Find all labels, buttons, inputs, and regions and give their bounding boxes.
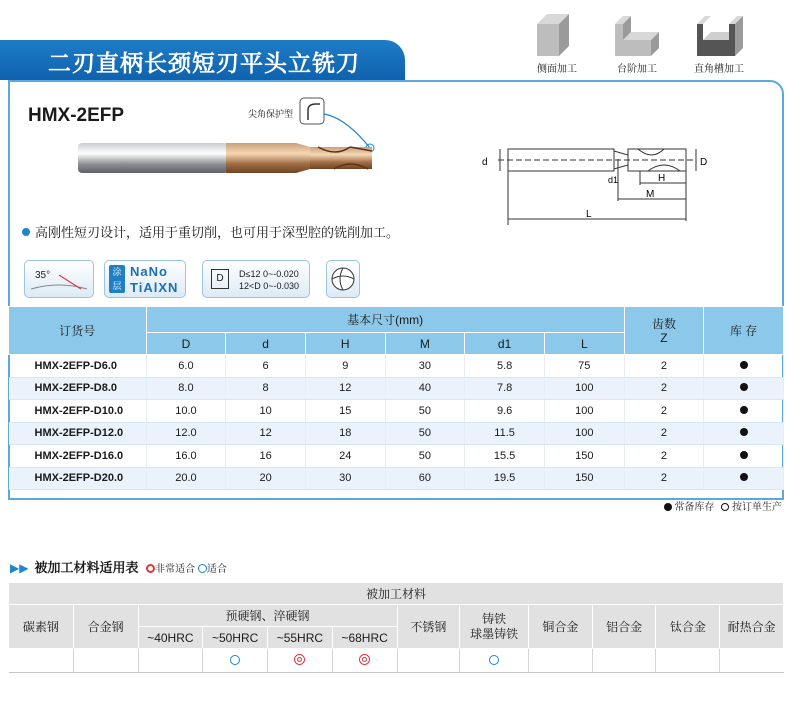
cell-H: 24 [305,445,385,468]
model-number: HMX-2EFP [28,105,125,126]
cell-L: 75 [544,355,624,378]
cell-L: 100 [544,400,624,423]
process-side [522,10,592,75]
cell-M: 50 [385,422,465,445]
materials-legend [146,564,227,575]
bullet-icon [22,228,30,236]
cell-d1: 7.8 [465,377,545,400]
material-titanium: 钛合金 [656,605,720,649]
order-code: HMX-2EFP-D10.0 [9,400,147,423]
cell-Z: 2 [624,400,704,423]
hardness-40: ~40HRC [138,627,203,649]
column-header: D [146,333,226,355]
process-label: 直角槽加工 [694,64,744,75]
cell-stock [704,400,784,423]
cell-Z: 2 [624,445,704,468]
cell-M: 50 [385,400,465,423]
material-stainless: 不锈钢 [397,605,460,649]
cast-iron-label: 铸铁 [482,611,507,626]
double-arrow-icon: ▶▶ [10,561,29,575]
process-step [602,10,672,75]
cell-D: 12.0 [146,422,226,445]
dim-D-label: D [700,157,708,168]
cell-D: 16.0 [146,445,226,468]
dim-H-label: H [658,173,666,184]
stock-legend [664,498,782,513]
in-stock-icon [740,383,748,391]
in-stock-icon [740,361,748,369]
rating-alloy-steel [73,649,138,673]
material-cast-iron [460,605,529,649]
rating-carbon-steel [9,649,74,673]
legend-in-stock: 常备库存 [674,502,715,513]
hardness-68: ~68HRC [332,627,397,649]
end-mill-image [78,133,378,181]
flute-badge [326,260,360,298]
rating-stainless [397,649,460,673]
cell-d1: 19.5 [465,467,545,490]
cell-M: 30 [385,355,465,378]
suitable-icon [230,655,240,665]
cell-L: 150 [544,445,624,468]
cell-H: 15 [305,400,385,423]
side-milling-icon [533,10,581,58]
ductile-iron-label: 球墨铸铁 [470,626,519,641]
column-header: d1 [465,333,545,355]
material-alloy-steel: 合金钢 [73,605,138,649]
page-title: 二刃直柄长颈短刃平头立铣刀 [48,50,360,76]
dimension-drawing [468,125,718,230]
rating-55hrc [268,649,333,673]
cell-d1: 11.5 [465,422,545,445]
cell-L: 100 [544,377,624,400]
cell-d1: 5.8 [465,355,545,378]
header-stock: 库 存 [704,307,784,355]
tolerance-badge [202,260,310,298]
process-slot [684,10,754,75]
rating-titanium [656,649,720,673]
cell-stock [704,355,784,378]
in-stock-icon [740,406,748,414]
in-stock-icon [740,473,748,481]
slot-milling-icon [693,10,745,58]
make-to-order-icon [721,503,729,511]
cell-L: 150 [544,467,624,490]
dim-d-label: d [482,157,488,168]
cell-stock [704,422,784,445]
table-row [9,467,784,490]
material-carbon-steel: 碳素钢 [9,605,74,649]
tolerance-line1: D≤12 0~-0.020 [239,269,299,279]
cell-Z: 2 [624,422,704,445]
legend-to-order: 按订单生产 [732,502,782,513]
cell-stock [704,377,784,400]
very-suitable-icon [294,654,305,665]
order-code: HMX-2EFP-D8.0 [9,377,147,400]
cell-M: 40 [385,377,465,400]
rating-copper [529,649,593,673]
description-text: 高刚性短刃设计，适用于重切削，也可用于深型腔的铣削加工。 [35,225,400,240]
tip-protection-label: 尖角保护型 [248,109,294,119]
table-row [9,400,784,423]
cell-d1: 15.5 [465,445,545,468]
dim-L-label: L [586,209,592,220]
helix-angle-value: 35° [35,270,51,281]
material-copper: 铜合金 [529,605,593,649]
cell-H: 12 [305,377,385,400]
cell-d: 20 [226,467,306,490]
rating-40hrc [138,649,203,673]
tolerance-line2: 12<D 0~-0.030 [239,281,300,291]
table-row [9,377,784,400]
cell-d: 10 [226,400,306,423]
column-header: H [305,333,385,355]
coating-badge [104,260,186,298]
hardness-50: ~50HRC [203,627,268,649]
cell-Z: 2 [624,377,704,400]
cell-D: 6.0 [146,355,226,378]
suitability-row [9,649,784,673]
cell-stock [704,467,784,490]
header-order-code: 订货号 [9,307,147,355]
cell-D: 10.0 [146,400,226,423]
suitable-icon [198,564,207,573]
material-heat-resistant: 耐热合金 [720,605,784,649]
coating-line1: NaNo [130,264,168,279]
cell-stock [704,445,784,468]
spec-table [8,306,784,490]
in-stock-icon [740,451,748,459]
cell-d1: 9.6 [465,400,545,423]
very-suitable-icon [359,654,370,665]
step-milling-icon [611,10,663,58]
cell-L: 100 [544,422,624,445]
rating-50hrc [203,649,268,673]
process-label: 侧面加工 [537,64,577,75]
column-header: M [385,333,465,355]
cell-H: 9 [305,355,385,378]
coating-line2: TiAlXN [130,280,179,295]
dim-d1-label: d1 [608,175,619,185]
cell-Z: 2 [624,355,704,378]
legend-suitable: 适合 [206,564,227,575]
cell-d: 12 [226,422,306,445]
cell-d: 6 [226,355,306,378]
rating-68hrc [332,649,397,673]
tolerance-symbol: D [211,269,229,289]
cell-Z: 2 [624,467,704,490]
column-header: L [544,333,624,355]
cell-D: 20.0 [146,467,226,490]
order-code: HMX-2EFP-D16.0 [9,445,147,468]
materials-group-header: 被加工材料 [9,583,784,605]
cell-H: 18 [305,422,385,445]
helix-angle-badge [24,260,94,298]
materials-title-text: 被加工材料适用表 [34,560,139,575]
rating-aluminum [592,649,656,673]
header-dimensions: 基本尺寸(mm) [146,307,624,333]
dim-M-label: M [646,189,655,200]
cell-d: 16 [226,445,306,468]
rating-heat-resistant [720,649,784,673]
cell-M: 50 [385,445,465,468]
table-row [9,445,784,468]
suitable-icon [489,655,499,665]
column-header: d [226,333,306,355]
in-stock-icon [740,428,748,436]
coating-tag: 涂层 [109,265,125,293]
product-description [22,222,399,241]
materials-table [8,582,784,673]
in-stock-icon [664,503,672,511]
very-suitable-icon [146,564,155,573]
order-code: HMX-2EFP-D6.0 [9,355,147,378]
cell-D: 8.0 [146,377,226,400]
header-flutes: 齿数 Z [624,307,704,355]
material-hardened-steel: 预硬钢、淬硬钢 [138,605,397,627]
table-row [9,422,784,445]
table-row [9,355,784,378]
hardness-55: ~55HRC [268,627,333,649]
rating-cast-iron [460,649,529,673]
order-code: HMX-2EFP-D12.0 [9,422,147,445]
cell-d: 8 [226,377,306,400]
cell-M: 60 [385,467,465,490]
material-aluminum: 铝合金 [592,605,656,649]
cell-H: 30 [305,467,385,490]
legend-very-suitable: 非常适合 [155,564,196,575]
order-code: HMX-2EFP-D20.0 [9,467,147,490]
materials-section-title [10,557,227,576]
process-label: 台阶加工 [617,64,657,75]
two-flute-icon [327,261,359,297]
